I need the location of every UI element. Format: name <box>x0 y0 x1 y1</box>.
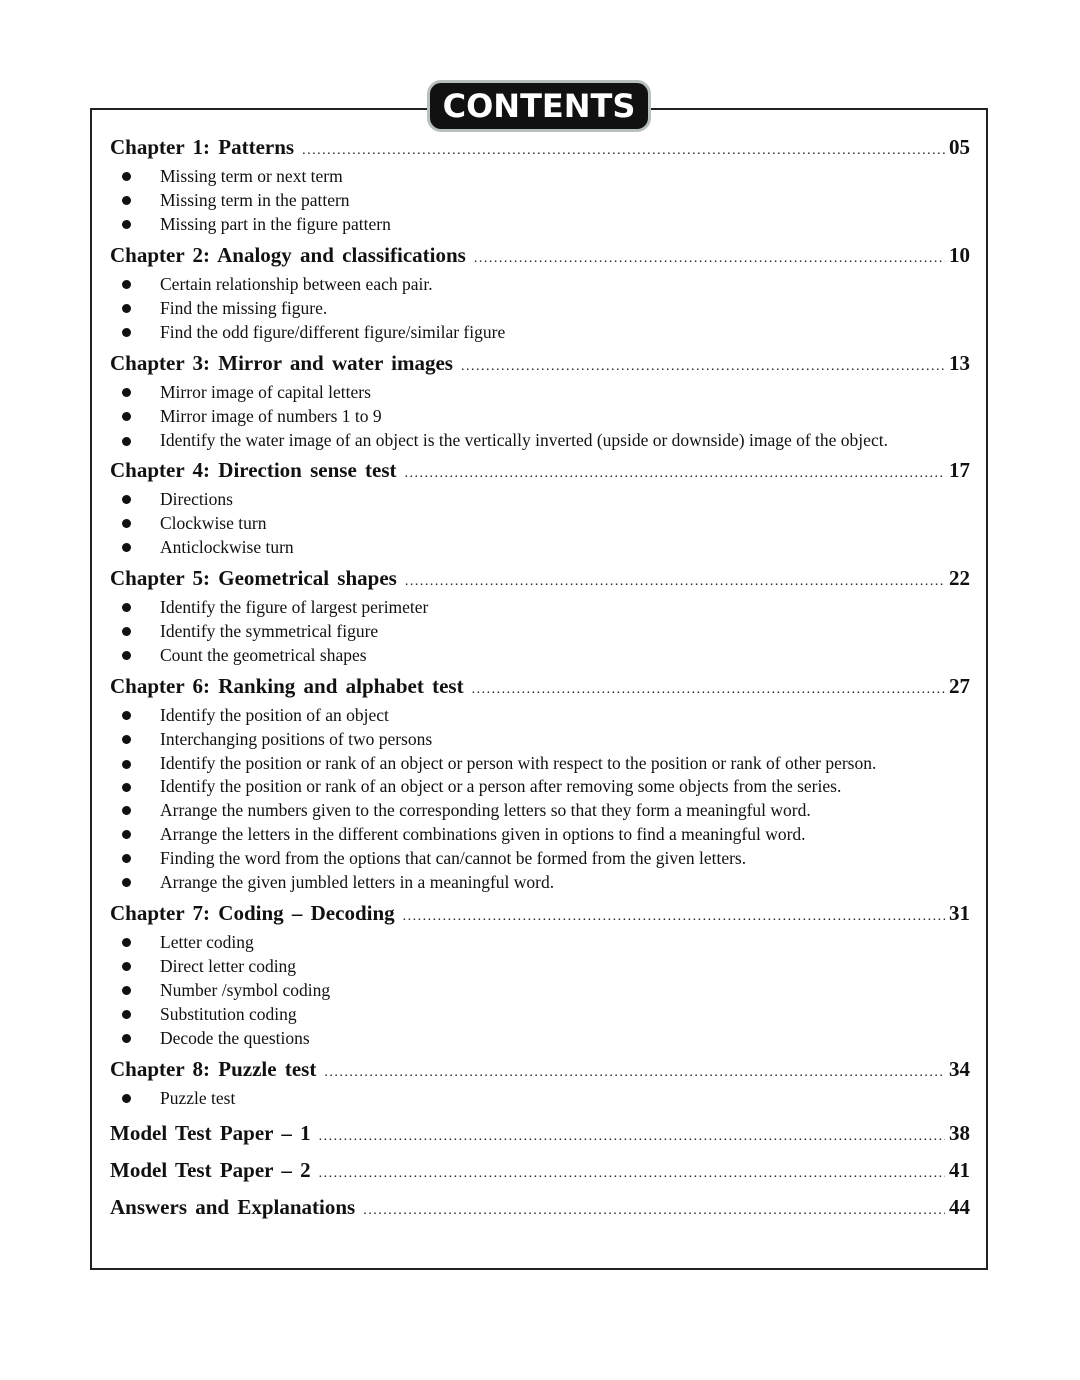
page-number: 22 <box>949 566 970 590</box>
bullet-icon <box>122 711 131 720</box>
bullet-icon <box>122 962 131 971</box>
topic-text: Mirror image of capital letters <box>160 382 371 402</box>
page-number: 31 <box>949 901 970 925</box>
topic-item <box>110 535 970 559</box>
topic-item <box>110 511 970 535</box>
bullet-icon <box>122 220 131 229</box>
toc-entry[interactable] <box>110 1119 970 1147</box>
toc-entry[interactable] <box>110 241 970 269</box>
dot-leader <box>405 568 945 596</box>
topic-item <box>110 727 970 751</box>
bullet-icon <box>122 854 131 863</box>
bullet-icon <box>122 986 131 995</box>
topic-item <box>110 846 970 870</box>
page-number: 10 <box>949 243 970 267</box>
topic-item <box>110 703 970 727</box>
topic-item <box>110 954 970 978</box>
topic-text: Identify the symmetrical figure <box>160 621 379 641</box>
topic-list <box>110 380 970 451</box>
topic-text: Letter coding <box>160 932 254 952</box>
bullet-icon <box>122 938 131 947</box>
topic-text: Missing term in the pattern <box>160 190 350 210</box>
bullet-icon <box>122 328 131 337</box>
topic-item <box>110 320 970 344</box>
topic-item <box>110 619 970 643</box>
entry-title: Chapter 3: Mirror and water images <box>110 351 453 375</box>
dot-leader <box>319 1160 945 1188</box>
topic-item <box>110 752 970 774</box>
bullet-icon <box>122 543 131 552</box>
toc-entry[interactable] <box>110 672 970 700</box>
topic-list <box>110 930 970 1050</box>
dot-leader <box>461 353 945 381</box>
topic-item <box>110 822 970 846</box>
topic-item <box>110 643 970 667</box>
bullet-icon <box>122 172 131 181</box>
topic-item <box>110 429 970 451</box>
bullet-icon <box>122 627 131 636</box>
topic-item <box>110 775 970 797</box>
topic-text: Find the missing figure. <box>160 298 328 318</box>
topic-text: Missing part in the figure pattern <box>160 214 391 234</box>
topic-text: Directions <box>160 489 233 509</box>
page-number: 41 <box>949 1158 970 1182</box>
dot-leader <box>474 245 945 273</box>
bullet-icon <box>122 412 131 421</box>
bullet-icon <box>122 304 131 313</box>
bullet-icon <box>122 495 131 504</box>
entry-title: Chapter 2: Analogy and classifications <box>110 243 466 267</box>
topic-text: Interchanging positions of two persons <box>160 729 433 749</box>
topic-text: Identify the figure of largest perimeter <box>160 597 429 617</box>
bullet-icon <box>122 1034 131 1043</box>
topic-text: Substitution coding <box>160 1004 297 1024</box>
page-number: 17 <box>949 458 970 482</box>
bullet-icon <box>122 878 131 887</box>
toc-entry[interactable] <box>110 1193 970 1221</box>
bullet-icon <box>122 603 131 612</box>
page-number: 05 <box>949 135 970 159</box>
topic-item <box>110 1002 970 1026</box>
topic-item <box>110 296 970 320</box>
topic-text: Puzzle test <box>160 1088 236 1108</box>
toc-entry[interactable] <box>110 1156 970 1184</box>
toc-entry[interactable] <box>110 456 970 484</box>
toc-entry[interactable] <box>110 899 970 927</box>
dot-leader <box>472 676 945 704</box>
topic-text: Identify the position or rank of an object or a person after removing some objects from the series. <box>160 776 842 796</box>
topic-list <box>110 595 970 667</box>
topic-text: Decode the questions <box>160 1028 310 1048</box>
toc-entry[interactable] <box>110 133 970 161</box>
topic-item <box>110 595 970 619</box>
bullet-icon <box>122 196 131 205</box>
topic-text: Direct letter coding <box>160 956 297 976</box>
topic-text: Number /symbol coding <box>160 980 331 1000</box>
topic-text: Arrange the letters in the different combinations given in options to find a meaningful word. <box>160 824 806 844</box>
dot-leader <box>324 1059 945 1087</box>
topic-item <box>110 1086 970 1110</box>
page-number: 27 <box>949 674 970 698</box>
topic-list <box>110 272 970 344</box>
topic-item <box>110 487 970 511</box>
page-number: 13 <box>949 351 970 375</box>
page-number: 44 <box>949 1195 970 1219</box>
entry-title: Chapter 7: Coding – Decoding <box>110 901 395 925</box>
topic-text: Clockwise turn <box>160 513 267 533</box>
entry-title: Chapter 8: Puzzle test <box>110 1057 317 1081</box>
contents-title: CONTENTS <box>427 80 651 132</box>
bullet-icon <box>122 760 131 769</box>
topic-list <box>110 487 970 559</box>
topic-item <box>110 380 970 404</box>
topic-item <box>110 272 970 296</box>
topic-item <box>110 188 970 212</box>
topic-item <box>110 164 970 188</box>
topic-text: Count the geometrical shapes <box>160 645 367 665</box>
dot-leader <box>302 137 945 165</box>
topic-list <box>110 1086 970 1110</box>
bullet-icon <box>122 437 131 446</box>
topic-list <box>110 164 970 236</box>
topic-text: Arrange the numbers given to the corresponding letters so that they form a meaningful word. <box>160 800 811 820</box>
bullet-icon <box>122 783 131 792</box>
topic-text: Identify the position of an object <box>160 705 389 725</box>
entry-title: Model Test Paper – 2 <box>110 1158 311 1182</box>
topic-item <box>110 798 970 822</box>
topic-list <box>110 703 970 894</box>
topic-item <box>110 870 970 894</box>
bullet-icon <box>122 830 131 839</box>
dot-leader <box>319 1123 945 1151</box>
topic-item <box>110 1026 970 1050</box>
bullet-icon <box>122 651 131 660</box>
topic-text: Certain relationship between each pair. <box>160 274 433 294</box>
bullet-icon <box>122 519 131 528</box>
topic-text: Missing term or next term <box>160 166 343 186</box>
bullet-icon <box>122 735 131 744</box>
entry-title: Model Test Paper – 1 <box>110 1121 311 1145</box>
dot-leader <box>405 460 945 488</box>
topic-text: Finding the word from the options that can/cannot be formed from the given letters. <box>160 848 747 868</box>
toc-entry[interactable] <box>110 564 970 592</box>
page-number: 34 <box>949 1057 970 1081</box>
topic-item <box>110 212 970 236</box>
entry-title: Chapter 5: Geometrical shapes <box>110 566 397 590</box>
topic-item <box>110 978 970 1002</box>
toc-entry[interactable] <box>110 349 970 377</box>
bullet-icon <box>122 388 131 397</box>
entry-title: Chapter 1: Patterns <box>110 135 295 159</box>
bullet-icon <box>122 280 131 289</box>
topic-text: Anticlockwise turn <box>160 537 294 557</box>
topic-text: Arrange the given jumbled letters in a meaningful word. <box>160 872 555 892</box>
entry-title: Chapter 4: Direction sense test <box>110 458 397 482</box>
page-number: 38 <box>949 1121 970 1145</box>
topic-text: Identify the position or rank of an object or person with respect to the position or rank of other person. <box>160 753 877 773</box>
entry-title: Chapter 6: Ranking and alphabet test <box>110 674 464 698</box>
topic-text: Identify the water image of an object is the vertically inverted (upside or downside) image of the object. <box>160 430 888 450</box>
topic-text: Mirror image of numbers 1 to 9 <box>160 406 382 426</box>
topic-item <box>110 930 970 954</box>
dot-leader <box>363 1197 945 1225</box>
toc-entry[interactable] <box>110 1055 970 1083</box>
dot-leader <box>403 903 945 931</box>
topic-text: Find the odd figure/different figure/similar figure <box>160 322 506 342</box>
bullet-icon <box>122 1010 131 1019</box>
topic-item <box>110 404 970 428</box>
bullet-icon <box>122 806 131 815</box>
bullet-icon <box>122 1094 131 1103</box>
contents-list <box>110 133 970 1221</box>
entry-title: Answers and Explanations <box>110 1195 356 1219</box>
